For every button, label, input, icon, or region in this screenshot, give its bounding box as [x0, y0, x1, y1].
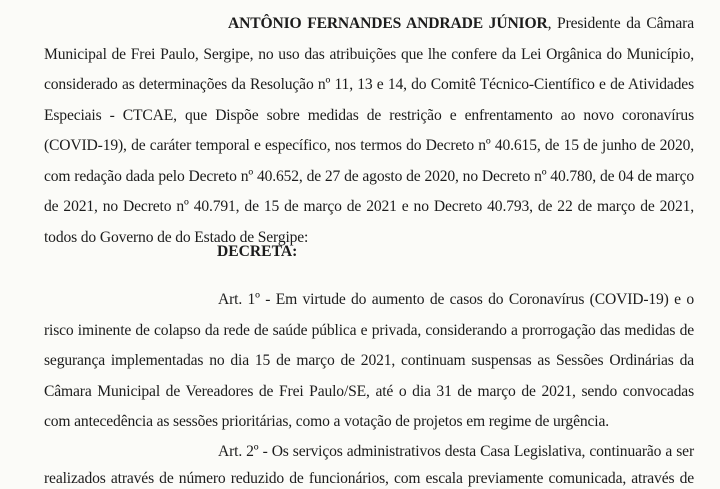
article-1-line: risco iminente de colapso da rede de saúde pública e privada, considerando a prorrogação das medidas de	[44, 322, 694, 339]
preamble-line: considerado as determinações da Resolução nº 11, 13 e 14, do Comitê Técnico-Científico e de Atividades	[44, 76, 694, 93]
preamble-line-1: ANTÔNIO FERNANDES ANDRADE JÚNIOR, Presidente da Câmara	[228, 15, 694, 32]
decree-heading: DECRETA:	[217, 243, 298, 260]
president-name: ANTÔNIO FERNANDES ANDRADE JÚNIOR	[228, 15, 548, 32]
preamble-line: de 2021, no Decreto nº 40.791, de 15 de março de 2021 e no Decreto 40.793, de 22 de março de 2021,	[44, 198, 694, 215]
preamble-line: todos do Governo de do Estado de Sergipe:	[44, 229, 309, 246]
preamble-line: (COVID-19), de caráter temporal e específico, nos termos do Decreto nº 40.615, de 15 de junho de 2020,	[44, 137, 694, 154]
article-1-line: segurança implementadas no dia 15 de março de 2021, continuam suspensas as Sessões Ordinárias da	[44, 352, 694, 369]
article-2-line: Art. 2º - Os serviços administrativos desta Casa Legislativa, continuarão a ser	[218, 443, 694, 460]
article-1-line: com antecedência as sessões prioritárias, como a votação de projetos em regime de urgência.	[44, 413, 609, 430]
preamble-line: Municipal de Frei Paulo, Sergipe, no uso das atribuições que lhe confere da Lei Orgânica do Município,	[44, 46, 694, 63]
article-1-line: Art. 1º - Em virtude do aumento de casos do Coronavírus (COVID-19) e o	[218, 291, 694, 308]
article-1-line: Câmara Municipal de Vereadores de Frei Paulo/SE, até o dia 31 de março de 2021, sendo convocadas	[44, 383, 694, 400]
article-2-line: realizados através de número reduzido de funcionários, com escala previamente comunicada, através de	[44, 470, 694, 487]
preamble-line: Especiais - CTCAE, que Dispõe sobre medidas de restrição e enfrentamento ao novo coronavírus	[44, 107, 694, 124]
preamble-line: com redação dada pelo Decreto nº 40.652, de 27 de agosto de 2020, no Decreto nº 40.780, de 04 de março	[44, 168, 694, 185]
